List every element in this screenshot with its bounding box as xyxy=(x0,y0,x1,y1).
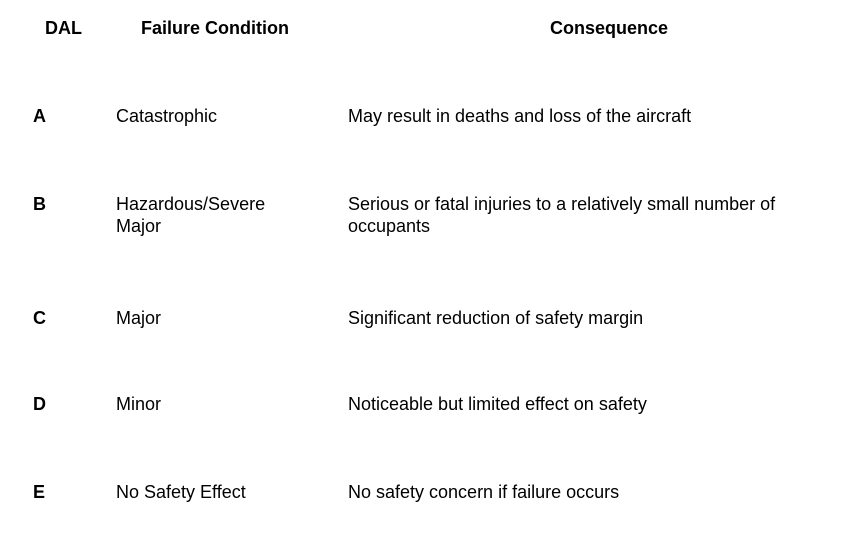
failure-condition-cell: No Safety Effect xyxy=(116,482,246,502)
failure-condition-cell: Hazardous/Severe Major xyxy=(116,194,266,236)
header-failure-condition: Failure Condition xyxy=(141,18,289,38)
consequence-cell: May result in deaths and loss of the aircraft xyxy=(348,106,692,126)
dal-cell: E xyxy=(33,482,46,502)
header-consequence: Consequence xyxy=(550,18,669,38)
failure-condition-cell: Major xyxy=(116,308,162,328)
dal-cell: A xyxy=(33,106,46,126)
consequence-cell: Noticeable but limited effect on safety xyxy=(348,394,647,414)
failure-condition-cell: Minor xyxy=(116,394,162,414)
dal-cell: D xyxy=(33,394,46,414)
consequence-cell: No safety concern if failure occurs xyxy=(348,482,620,502)
failure-condition-cell: Catastrophic xyxy=(116,106,218,126)
consequence-cell: Significant reduction of safety margin xyxy=(348,308,644,328)
dal-cell: B xyxy=(33,194,46,214)
header-dal: DAL xyxy=(45,18,82,38)
dal-cell: C xyxy=(33,308,46,328)
consequence-cell: Serious or fatal injuries to a relatively small number of occupants xyxy=(348,194,776,236)
